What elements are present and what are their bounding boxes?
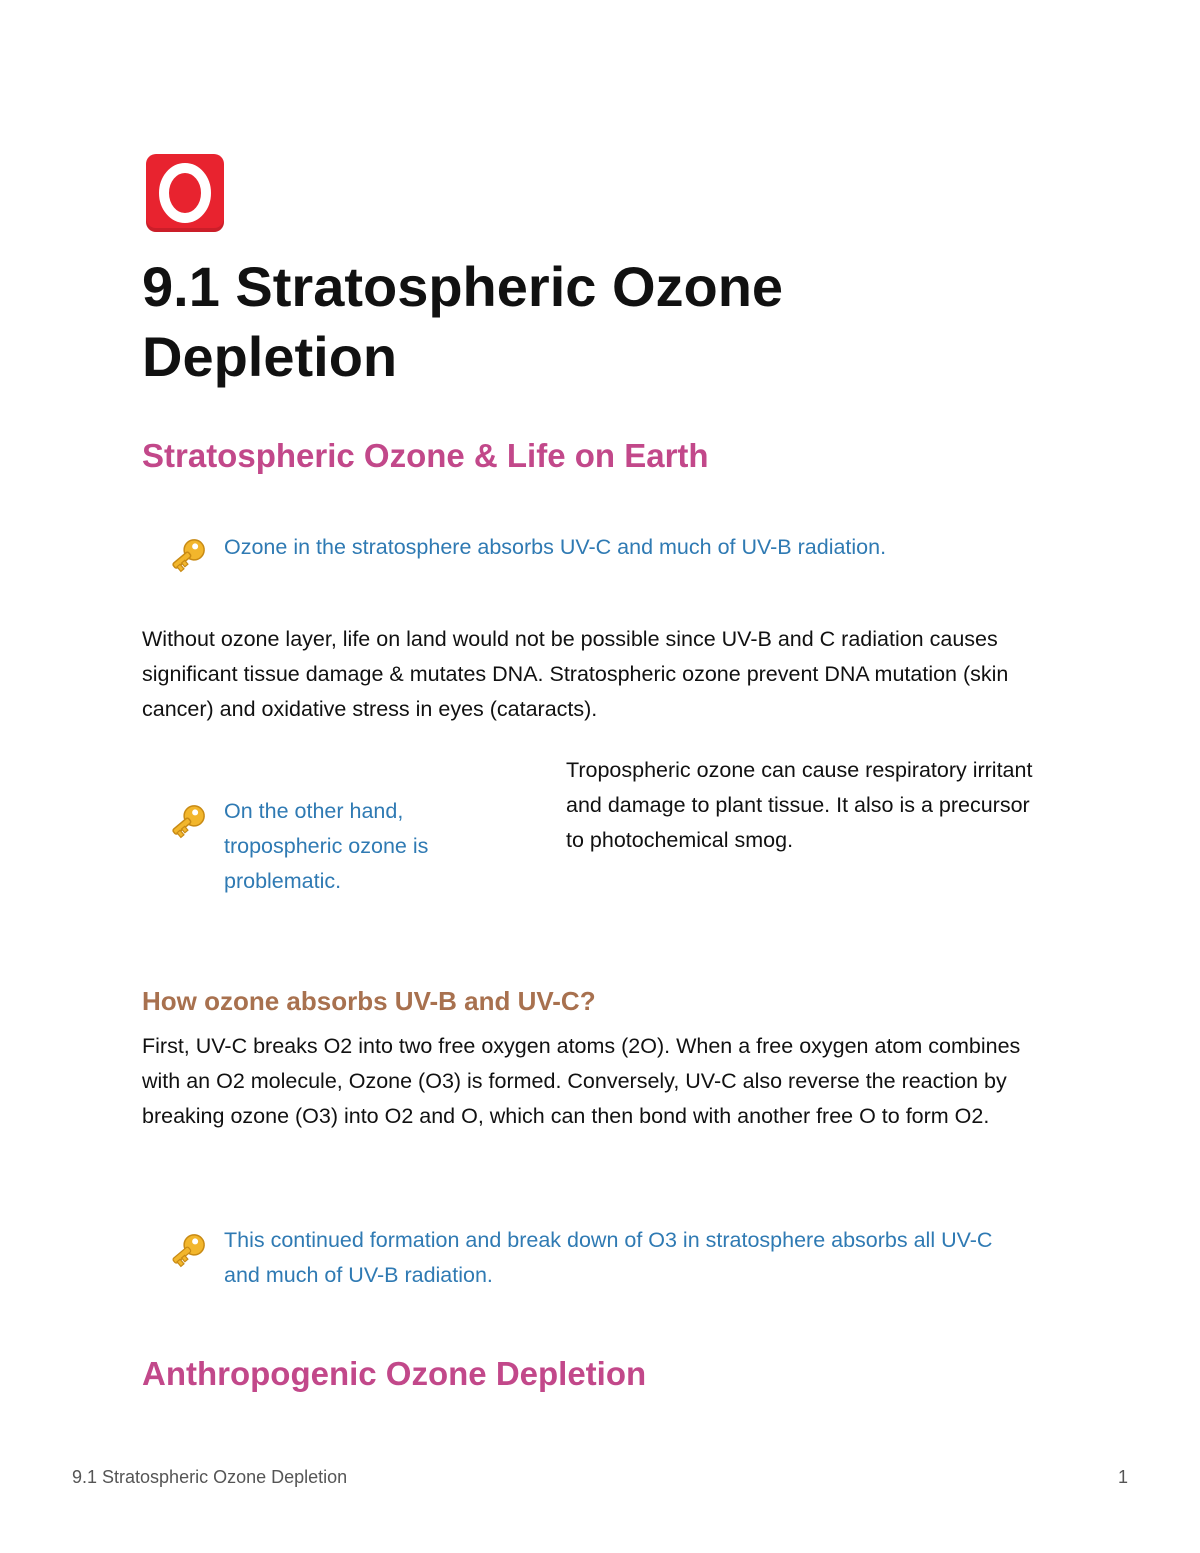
callout-continued-formation: This continued formation and break down of O3 in stratosphere absorbs all UV-C and much of UV-B radiation. <box>224 1228 993 1287</box>
section-heading-life-on-earth: Stratospheric Ozone & Life on Earth <box>142 437 709 474</box>
page-title: 9.1 Stratospheric Ozone Depletion <box>142 255 784 388</box>
paragraph-tropospheric-ozone: Tropospheric ozone can cause respiratory irritant and damage to plant tissue. It also is a precursor to photochemical smog. <box>566 758 1033 852</box>
key-icon <box>166 533 210 577</box>
key-icon <box>166 799 210 843</box>
callout-ozone-absorbs: Ozone in the stratosphere absorbs UV-C and much of UV-B radiation. <box>224 535 887 559</box>
paragraph-without-ozone: Without ozone layer, life on land would not be possible since UV-B and C radiation causes significant tissue damage & mutates DNA. Stratospheric ozone prevent DNA mutation (skin cancer) and oxidative stress in eyes (cataracts). <box>142 627 1009 721</box>
subheading-how-ozone-absorbs: How ozone absorbs UV-B and UV-C? <box>142 986 596 1016</box>
footer-document-title: 9.1 Stratospheric Ozone Depletion <box>72 1467 348 1487</box>
paragraph-uvc-breaks-o2: First, UV-C breaks O2 into two free oxygen atoms (2O). When a free oxygen atom combines with an O2 molecule, Ozone (O3) is formed. Conversely, UV-C also reverse the reaction by breaking ozone (O3) into O2 and O, which can then bond with another free O to form O2. <box>142 1034 1021 1128</box>
section-heading-anthropogenic: Anthropogenic Ozone Depletion <box>142 1355 647 1392</box>
o-button-icon <box>146 154 224 232</box>
footer-page-number: 1 <box>1118 1467 1129 1487</box>
key-icon <box>166 1228 210 1272</box>
callout-tropospheric-problematic: On the other hand, tropospheric ozone is problematic. <box>224 799 429 893</box>
